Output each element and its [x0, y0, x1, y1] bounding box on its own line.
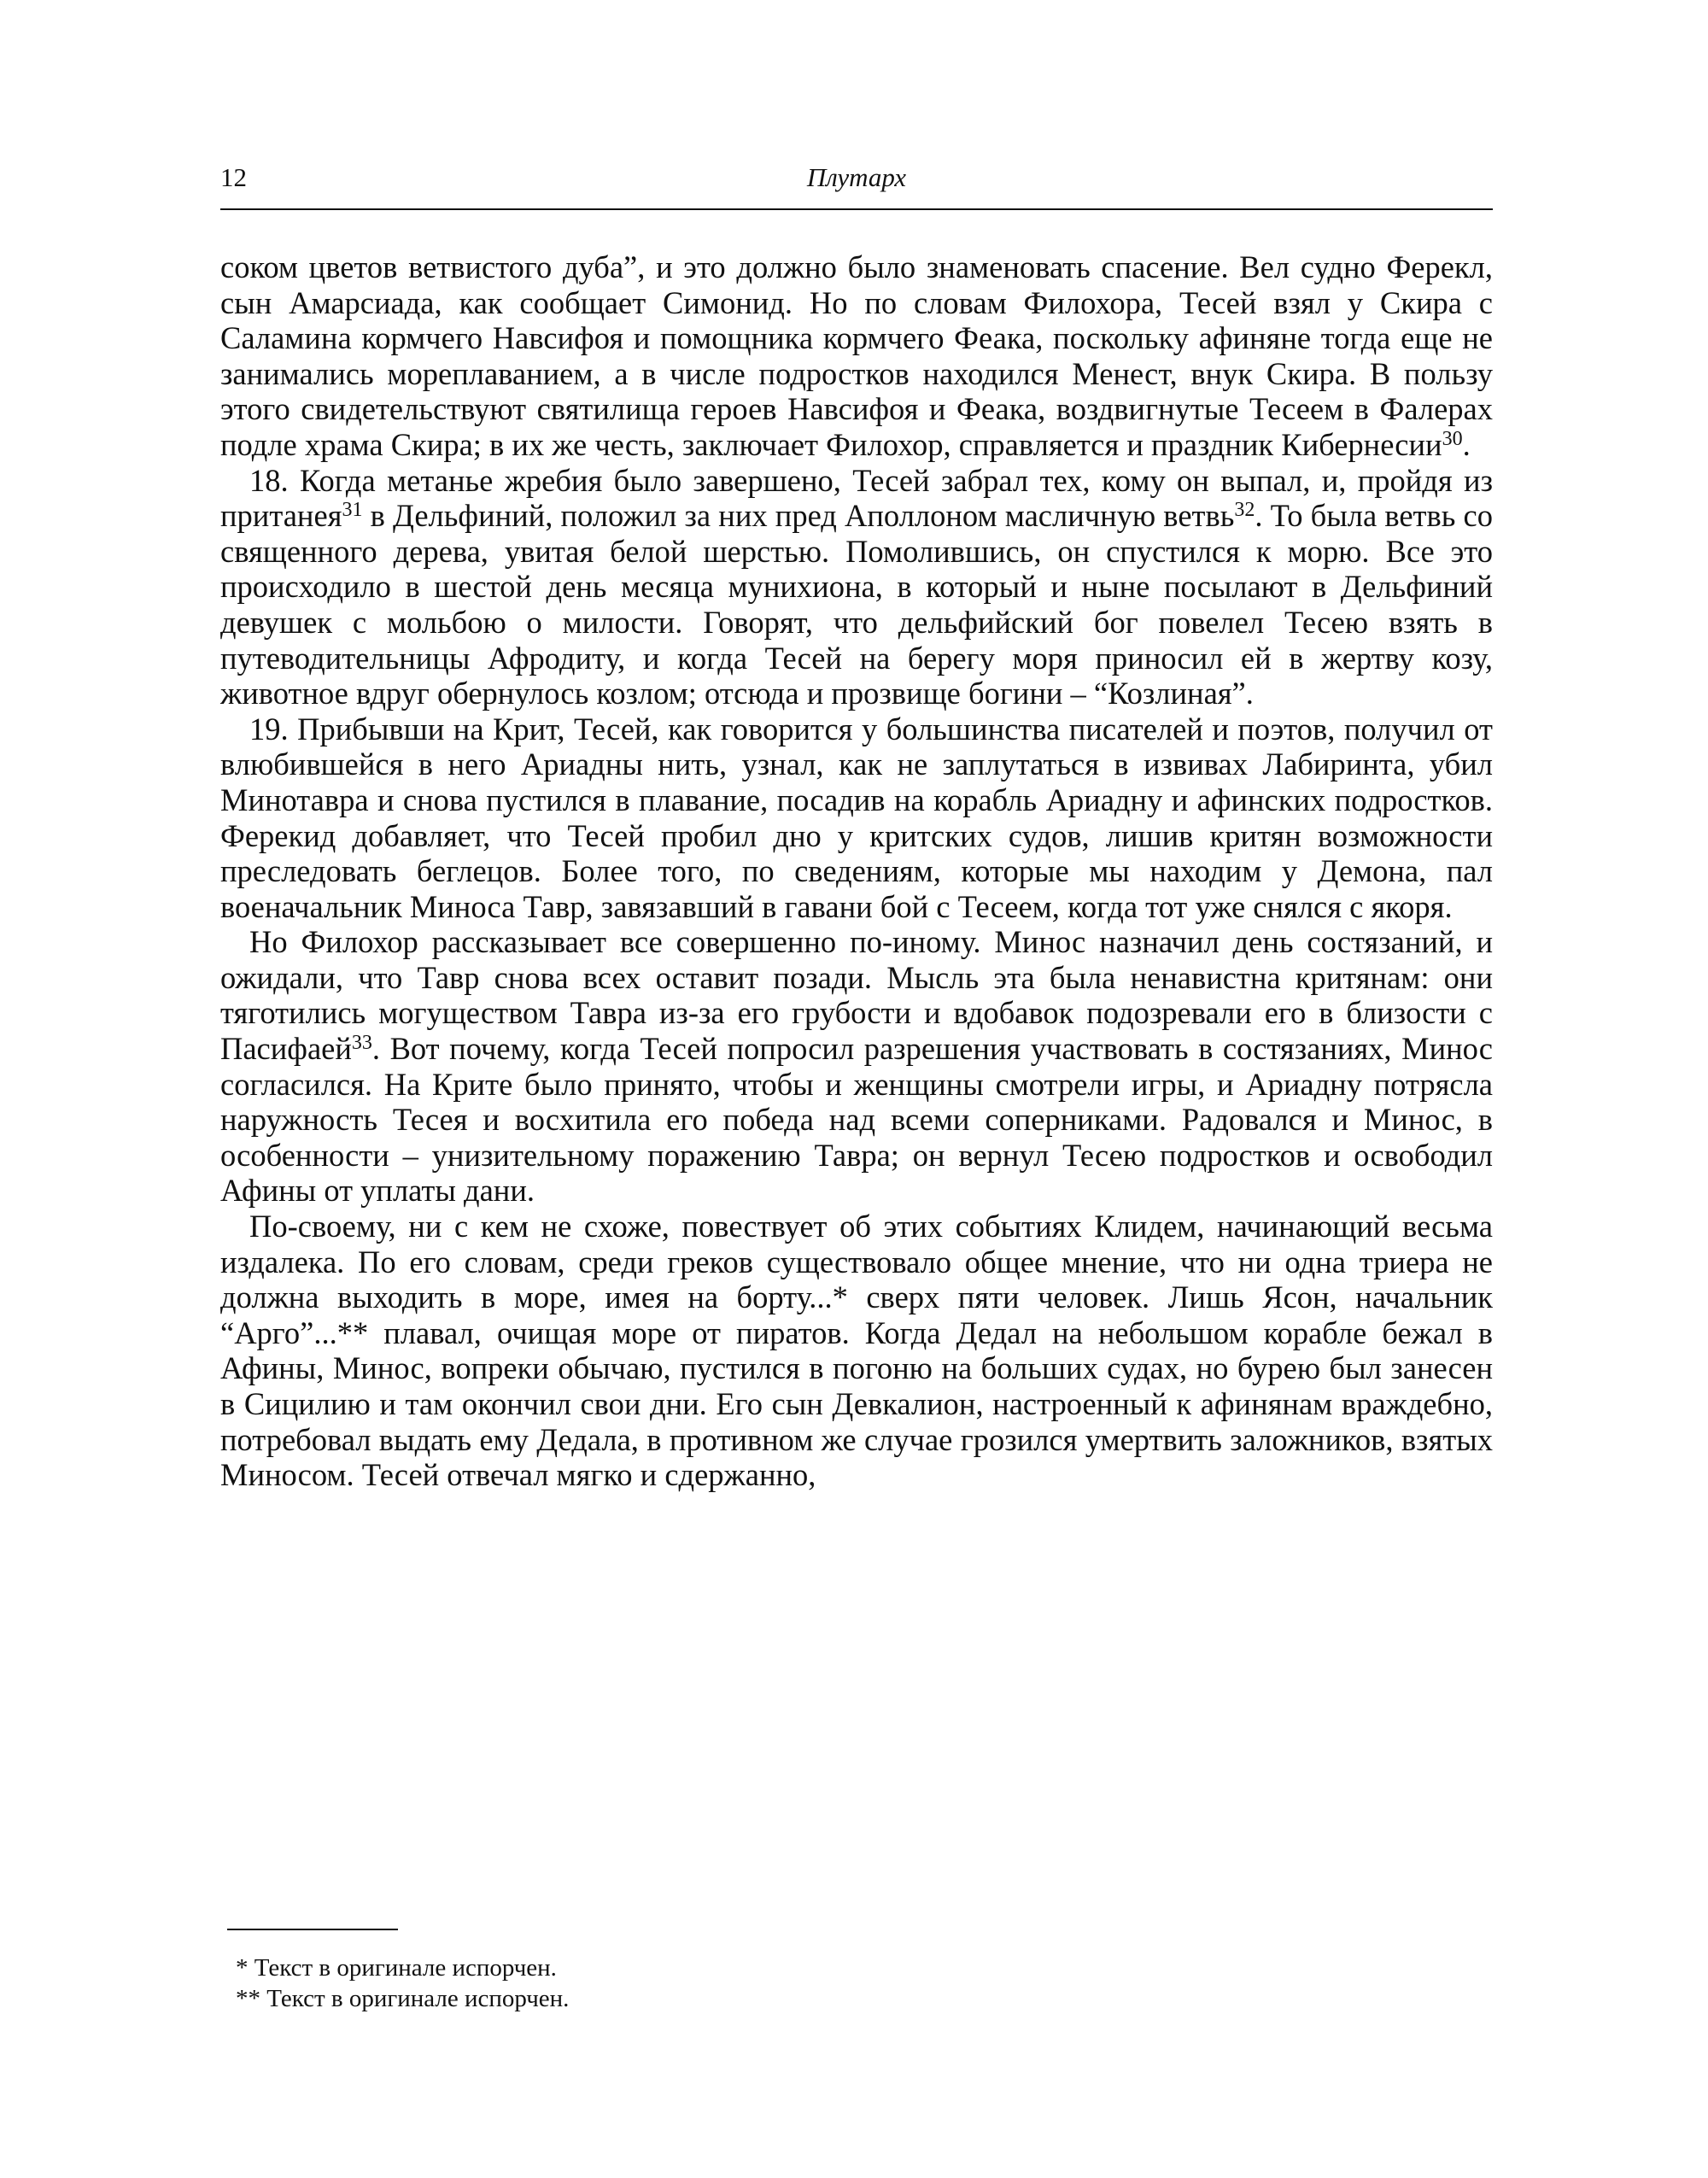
running-title: Плутарх	[806, 162, 907, 192]
main-text	[220, 249, 1493, 1493]
paragraph-19: 19. Прибывши на Крит, Тесей, как говорится у большинства писателей и поэтов, получил от влюбившейся в него Ариадны нить, узнал, как не заплутаться в извивах Лабиринта, убил Минотавра и снова пустился в плавание, посадив на корабль Ариадну и афинских подростков. Ферекид добавляет, что Тесей пробил дно у критских судов, лишив критян возможности преследовать беглецов. Более того, по сведениям, которые мы находим у Демона, пал военачальник Миноса Тавр, завязавший в гавани бой с Тесеем, когда тот уже снялся с якоря.	[220, 711, 1493, 924]
footnote-2: ** Текст в оригинале испорчен.	[236, 1985, 570, 2012]
paragraph-continuation: соком цветов ветвистого дуба”, и это должно было знаменовать спасение. Вел судно Ферекл, сын Амарсиада, как сообщает Симонид. Но по словам Филохора, Тесей взял у Скира с Саламина кормчего Навсифоя и помощника кормчего Феака, поскольку афиняне тогда еще не занимались мореплаванием, а в числе подростков находился Менест, внук Скира. В пользу этого свидетельствуют святилища героев Навсифоя и Феака, воздвигнутые Тесеем в Фалерах подле храма Скира; в их же честь, заключает Филохор, справляется и праздник Кибернесии$^{30}$.	[220, 249, 1493, 462]
page-number: 12	[220, 162, 247, 192]
footnote-ref-33: 33	[351, 1032, 372, 1055]
footnotes	[236, 1953, 1431, 2014]
book-page	[220, 0, 1493, 2178]
footnote-ref-30: 30	[1442, 427, 1463, 450]
footnote-1: * Текст в оригинале испорчен.	[236, 1954, 557, 1982]
paragraph-18: 18. Когда метанье жребия было завершено, Тесей забрал тех, кому он выпал, и, пройдя из пританея$^{31}$ в Дельфиний, положил за них пред Аполлоном масличную ветвь$^{32}$. То была ветвь со священного дерева, увитая белой шерстью. Помолившись, он спустился к морю. Все это происходило в шестой день месяца мунихиона, в который и ныне посылают в Дельфиний девушек с мольбою о милости. Говорят, что дельфийский бог повелел Тесею взять в путеводительницы Афродиту, и когда Тесей на берегу моря приносил ей в жертву козу, животное вдруг обернулось козлом; отсюда и прозвище богини – “Козлиная”.	[220, 462, 1493, 711]
footnote-ref-32: 32	[1234, 499, 1255, 522]
paragraph-kleidemos: По-своему, ни с кем не схоже, повествует об этих событиях Клидем, начинающий весьма издалека. По его словам, среди греков существовало общее мнение, что ни одна триера не должна выходить в море, имея на борту...* сверх пяти человек. Лишь Ясон, начальник “Арго”...** плавал, очищая море от пиратов. Когда Дедал на небольшом корабле бежал в Афины, Минос, вопреки обычаю, пустился в погоню на больших судах, но бурею был занесен в Сицилию и там окончил свои дни. Его сын Девкалион, настроенный к афинянам враждебно, потребовал выдать ему Дедала, в противном же случае грозился умертвить заложников, взятых Миносом. Тесей отвечал мягко и сдержанно,	[220, 1209, 1493, 1493]
footnote-rule	[227, 1929, 398, 1930]
header-rule	[220, 208, 1493, 210]
footnote-ref-31: 31	[342, 499, 363, 522]
running-head	[220, 162, 1493, 210]
paragraph-philochorus: Но Филохор рассказывает все совершенно по-иному. Минос назначил день состязаний, и ожидали, что Тавр снова всех оставит позади. Мысль эта была ненавистна критянам: они тяготились могуществом Тавра из-за его грубости и вдобавок подозревали его в близости с Пасифаей$^{33}$. Вот почему, когда Тесей попросил разрешения участвовать в состязаниях, Минос согласился. На Крите было принято, чтобы и женщины смотрели игры, и Ариадну потрясла наружность Тесея и восхитила его победа над всеми соперниками. Радовался и Минос, в особенности – унизительному поражению Тавра; он вернул Тесею подростков и освободил Афины от уплаты дани.	[220, 924, 1493, 1209]
